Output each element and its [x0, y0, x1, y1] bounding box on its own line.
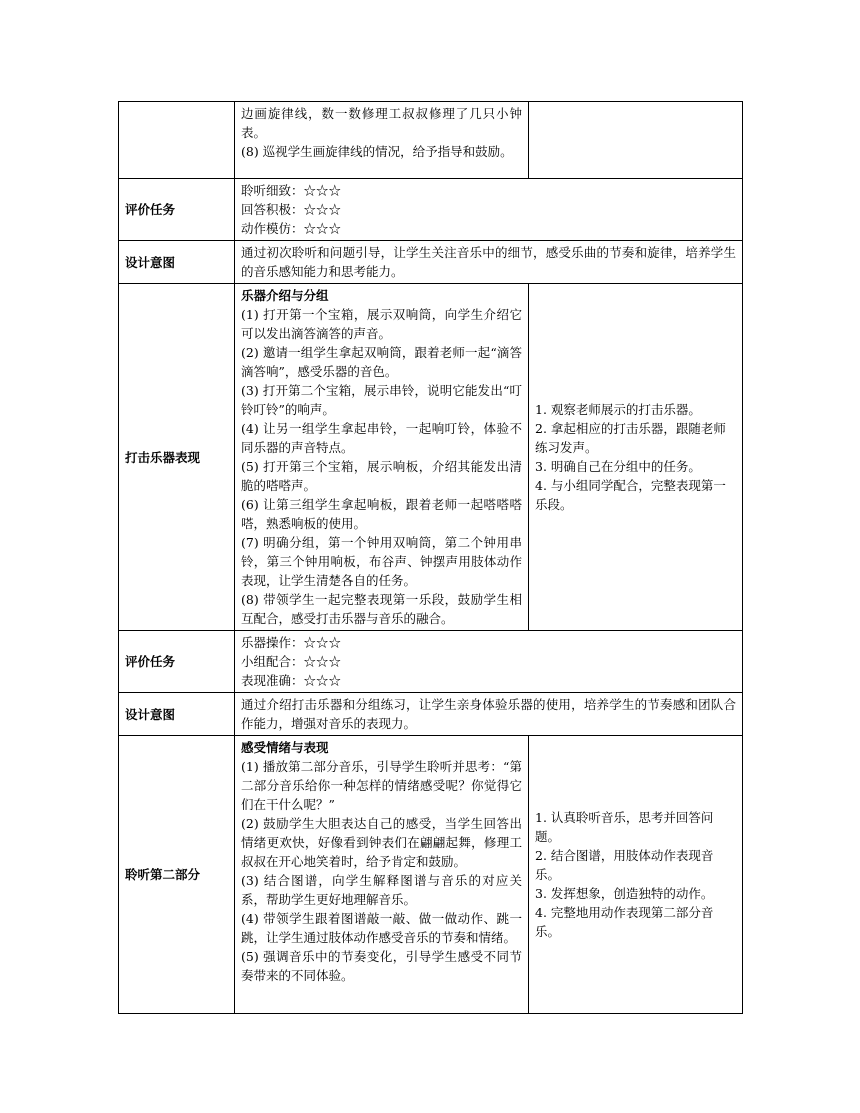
table-row-continuation	[119, 102, 743, 179]
table-row-design-2	[119, 693, 743, 736]
design-text: 通过介绍打击乐器和分组练习，让学生亲身体验乐器的使用，培养学生的节奏感和团队合作能力，增强对音乐的表现力。	[241, 697, 736, 731]
teacher-step: (2) 鼓励学生大胆表达自己的感受，当学生回答出情绪更欢快，好像看到钟表们在翩翩起舞，修理工叔叔在开心地笑着时，给予肯定和鼓励。	[241, 816, 522, 869]
row-label-design: 设计意图	[119, 241, 235, 284]
teacher-step: (8) 带领学生一起完整表现第一乐段，鼓励学生相互配合，感受打击乐器与音乐的融合。	[241, 592, 522, 626]
row-label-empty	[119, 102, 235, 179]
continuation-student-cell	[529, 102, 743, 179]
evaluation-item: 小组配合：☆☆☆	[241, 654, 342, 669]
table-row-evaluation-2	[119, 631, 743, 693]
evaluation-item: 表现准确：☆☆☆	[241, 673, 342, 688]
teacher-step: (2) 邀请一组学生拿起双响筒，跟着老师一起“滴答滴答响”，感受乐器的音色。	[241, 345, 522, 379]
teacher-step: (6) 让第三组学生拿起响板，跟着老师一起嗒嗒嗒嗒，熟悉响板的使用。	[241, 497, 522, 531]
evaluation-item: 回答积极：☆☆☆	[241, 202, 342, 217]
teacher-step: (1) 打开第一个宝箱，展示双响筒，向学生介绍它可以发出滴答滴答的声音。	[241, 307, 522, 341]
teacher-step: (3) 打开第二个宝箱，展示串铃，说明它能发出“叮铃叮铃”的响声。	[241, 383, 522, 417]
design-2-content	[235, 693, 743, 736]
lesson-plan-table	[118, 101, 743, 1014]
teacher-step: (3) 结合图谱，向学生解释图谱与音乐的对应关系，帮助学生更好地理解音乐。	[241, 873, 522, 907]
row-label-listening-part2: 聆听第二部分	[119, 736, 235, 1014]
row-label-evaluation: 评价任务	[119, 631, 235, 693]
table-row-design-1	[119, 241, 743, 284]
teacher-step: (7) 明确分组，第一个钟用双响筒，第二个钟用串铃，第三个钟用响板，布谷声、钟摆声用肢体动作表现，让学生清楚各自的任务。	[241, 535, 522, 588]
section-heading: 感受情绪与表现	[241, 740, 329, 755]
student-activity: 3. 发挥想象，创造独特的动作。	[535, 886, 714, 901]
continuation-line: 边画旋律线，数一数修理工叔叔修理了几只小钟表。	[241, 106, 522, 140]
teacher-step: (5) 强调音乐中的节奏变化，引导学生感受不同节奏带来的不同体验。	[241, 949, 522, 983]
row-label-evaluation: 评价任务	[119, 179, 235, 241]
student-activity: 2. 结合图谱，用肢体动作表现音乐。	[535, 848, 714, 882]
continuation-content	[235, 102, 529, 179]
row-label-design: 设计意图	[119, 693, 235, 736]
student-activity: 1. 观察老师展示的打击乐器。	[535, 402, 701, 417]
student-activity: 3. 明确自己在分组中的任务。	[535, 459, 701, 474]
part2-student-content	[529, 736, 743, 1014]
student-activity: 1. 认真聆听音乐，思考并回答问题。	[535, 810, 714, 844]
table-row-listening-part2	[119, 736, 743, 1014]
percussion-teacher-content	[235, 284, 529, 631]
row-label-percussion: 打击乐器表现	[119, 284, 235, 631]
percussion-student-content	[529, 284, 743, 631]
continuation-line: (8) 巡视学生画旋律线的情况，给予指导和鼓励。	[241, 144, 513, 159]
part2-teacher-content	[235, 736, 529, 1014]
teacher-step: (4) 让另一组学生拿起串铃，一起响叮铃，体验不同乐器的声音特点。	[241, 421, 522, 455]
teacher-step: (5) 打开第三个宝箱，展示响板，介绍其能发出清脆的嗒嗒声。	[241, 459, 522, 493]
teacher-step: (1) 播放第二部分音乐，引导学生聆听并思考：“第二部分音乐给你一种怎样的情绪感受呢？你觉得它们在干什么呢？”	[241, 759, 522, 812]
design-text: 通过初次聆听和问题引导，让学生关注音乐中的细节，感受乐曲的节奏和旋律，培养学生的音乐感知能力和思考能力。	[241, 245, 736, 279]
student-activity: 4. 完整地用动作表现第二部分音乐。	[535, 905, 714, 939]
table-row-percussion	[119, 284, 743, 631]
student-activity: 2. 拿起相应的打击乐器，跟随老师练习发声。	[535, 421, 726, 455]
design-1-content	[235, 241, 743, 284]
teacher-step: (4) 带领学生跟着图谱敲一敲、做一做动作、跳一跳，让学生通过肢体动作感受音乐的节奏和情绪。	[241, 911, 522, 945]
evaluation-2-content	[235, 631, 743, 693]
evaluation-item: 乐器操作：☆☆☆	[241, 635, 342, 650]
section-heading: 乐器介绍与分组	[241, 288, 329, 303]
evaluation-1-content	[235, 179, 743, 241]
student-activity: 4. 与小组同学配合，完整表现第一乐段。	[535, 478, 726, 512]
evaluation-item: 聆听细致：☆☆☆	[241, 183, 342, 198]
table-row-evaluation-1	[119, 179, 743, 241]
evaluation-item: 动作模仿：☆☆☆	[241, 221, 342, 236]
